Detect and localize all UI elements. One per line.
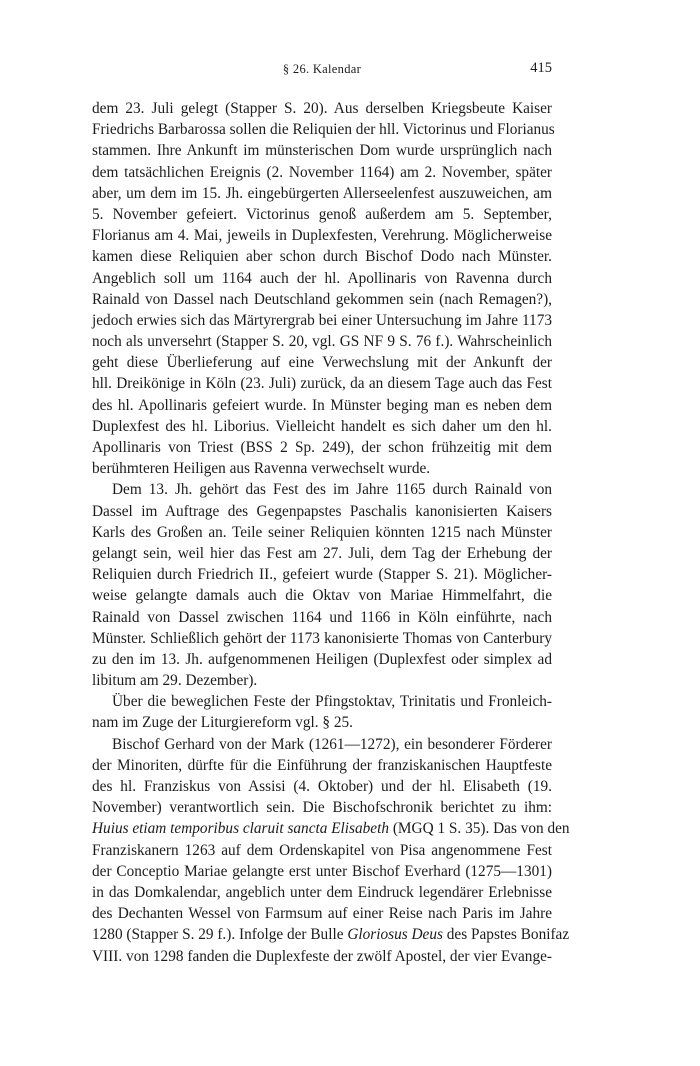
text-run: des Papstes Bonifaz	[446, 926, 570, 944]
text-line	[92, 903, 552, 924]
text-line	[92, 522, 552, 543]
text-run: gelangt sein, weil hier das Fest am 27. Juli, dem Tag der Erhebung der	[92, 544, 552, 562]
text-line	[92, 395, 552, 416]
text-line	[92, 840, 552, 861]
text-run: Rainald von Dassel zwischen 1164 und 1166 in Köln einführte, nach	[92, 608, 552, 626]
text-run: Über die beweglichen Feste der Pfingstoktav, Trinitatis und Fronleich-	[112, 693, 552, 711]
body-text	[92, 98, 570, 967]
text-line	[92, 649, 552, 670]
text-line	[92, 437, 552, 458]
text-run: November) verantwortlich sein. Die Bischofschronik berichtet zu ihm:	[92, 799, 552, 817]
text-run: jedoch erwies sich das Märtyrergrab bei einer Untersuchung im Jahre 1173	[92, 311, 552, 329]
text-line	[92, 543, 552, 564]
text-run: nam im Zuge der Liturgiereform vgl. § 25.	[92, 714, 353, 732]
section-title: § 26. Kalendar	[282, 62, 362, 76]
text-line	[92, 479, 552, 500]
text-line	[92, 861, 552, 882]
text-run: Apollinaris von Triest (BSS 2 Sp. 249), der schon frühzeitig mit dem	[92, 439, 552, 456]
text-run: geht diese Überlieferung auf eine Verwechslung mit der Ankunft der	[92, 354, 552, 372]
text-line	[92, 183, 552, 204]
text-line	[92, 564, 552, 585]
page-number: 415	[530, 60, 552, 76]
text-line	[92, 289, 552, 310]
text-run: zu den im 13. Jh. aufgenommenen Heiligen (Duplexfest oder simplex ad	[92, 650, 552, 668]
text-run: berühmteren Heiligen aus Ravenna verwechselt wurde.	[92, 460, 431, 478]
text-run: in das Domkalendar, angeblich unter dem Eindruck legendärer Erlebnisse	[92, 883, 552, 901]
text-run: Angeblich soll um 1164 auch der hl. Apollinaris von Ravenna durch	[92, 269, 552, 287]
text-line	[92, 162, 552, 183]
text-line	[92, 776, 552, 797]
text-run: VIII. von 1298 fanden die Duplexfeste der zwölf Apostel, der vier Evange-	[92, 947, 552, 965]
text-line	[92, 670, 552, 691]
text-run: Bischof Gerhard von der Mark (1261—1272), ein besonderer Förderer	[112, 735, 552, 753]
text-run: kamen diese Reliquien aber schon durch Bischof Dodo nach Münster.	[92, 248, 552, 266]
text-line	[92, 501, 552, 522]
text-run: dem 23. Juli gelegt (Stapper S. 20). Aus derselben Kriegsbeute Kaiser	[92, 100, 552, 117]
text-line	[92, 98, 552, 119]
text-line	[92, 818, 570, 839]
text-line	[92, 924, 570, 945]
text-run: (MGQ 1 S. 35). Das von den	[392, 820, 570, 838]
text-run: hll. Dreikönige in Köln (23. Juli) zurück, da an diesem Tage auch das Fest	[92, 375, 552, 393]
text-line	[92, 712, 552, 733]
text-run: Florianus am 4. Mai, jeweils in Duplexfesten, Verehrung. Möglicherweise	[92, 227, 552, 245]
text-run: Dassel im Auftrage des Gegenpapstes Paschalis kanonisierten Kaisers	[92, 502, 552, 520]
text-run: Duplexfest des hl. Liborius. Vielleicht handelt es sich daher um den hl.	[92, 417, 552, 435]
text-run: Rainald von Dassel nach Deutschland gekommen sein (nach Remagen?),	[92, 290, 552, 308]
text-line	[92, 268, 552, 289]
text-line	[92, 882, 552, 903]
text-line	[92, 691, 552, 712]
text-run: der Conceptio Mariae gelangte erst unter Bischof Everhard (1275—1301)	[92, 862, 552, 880]
text-line	[92, 373, 552, 394]
text-run: libitum am 29. Dezember).	[92, 672, 258, 690]
text-run: Franziskanern 1263 auf dem Ordenskapitel von Pisa angenommene Fest	[92, 841, 552, 859]
text-line	[92, 204, 552, 225]
text-line	[92, 734, 552, 755]
text-run: aber, um dem im 15. Jh. eingebürgerten Allerseelenfest auszuweichen, am	[92, 184, 552, 202]
text-line	[92, 755, 552, 776]
text-line	[92, 140, 552, 161]
text-run: 5. November gefeiert. Victorinus genoß außerdem am 5. September,	[92, 205, 552, 223]
text-run: weise gelangte damals auch die Oktav von Mariae Himmelfahrt, die	[92, 587, 552, 605]
text-line	[92, 946, 552, 967]
text-line	[92, 797, 552, 818]
text-line	[92, 119, 555, 140]
text-run: Reliquien durch Friedrich II., gefeiert wurde (Stapper S. 21). Möglicher-	[92, 566, 552, 584]
text-run: noch als unversehrt (Stapper S. 20, vgl. GS NF 9 S. 76 f.). Wahrscheinlich	[92, 333, 552, 351]
text-run: Münster. Schließlich gehört der 1173 kanonisierte Thomas von Canterbury	[92, 629, 552, 647]
italic-text: Gloriosus Deus	[347, 926, 443, 944]
text-run: dem tatsächlichen Ereignis (2. November 1164) am 2. November, später	[92, 163, 552, 181]
text-line	[92, 331, 552, 352]
text-line	[92, 628, 552, 649]
text-line	[92, 585, 552, 606]
text-run: Friedrichs Barbarossa sollen die Reliquien der hll. Victorinus und Florianus	[92, 121, 555, 139]
text-run: der Minoriten, dürfte für die Einführung der franziskanischen Hauptfeste	[92, 756, 552, 774]
text-line	[92, 607, 552, 628]
text-line	[92, 416, 552, 437]
text-line	[92, 458, 552, 479]
text-line	[92, 246, 552, 267]
text-line	[92, 225, 552, 246]
text-run: Karls des Großen an. Teile seiner Reliquien könnten 1215 nach Münster	[92, 523, 552, 541]
text-line	[92, 310, 552, 331]
text-run: des hl. Apollinaris gefeiert wurde. In Münster beging man es neben dem	[92, 396, 552, 414]
text-run: des hl. Franziskus von Assisi (4. Oktober) und der hl. Elisabeth (19.	[92, 778, 552, 795]
text-run: stammen. Ihre Ankunft im münsterischen Dom wurde ursprünglich nach	[92, 142, 552, 160]
running-head	[92, 56, 552, 78]
text-line	[92, 352, 552, 373]
text-run: des Dechanten Wessel von Farmsum auf einer Reise nach Paris im Jahre	[92, 905, 552, 923]
text-run: 1280 (Stapper S. 29 f.). Infolge der Bulle	[92, 926, 344, 944]
text-run: Dem 13. Jh. gehört das Fest des im Jahre 1165 durch Rainald von	[112, 481, 552, 499]
italic-text: Huius etiam temporibus claruit sancta Elisabeth	[92, 820, 389, 838]
